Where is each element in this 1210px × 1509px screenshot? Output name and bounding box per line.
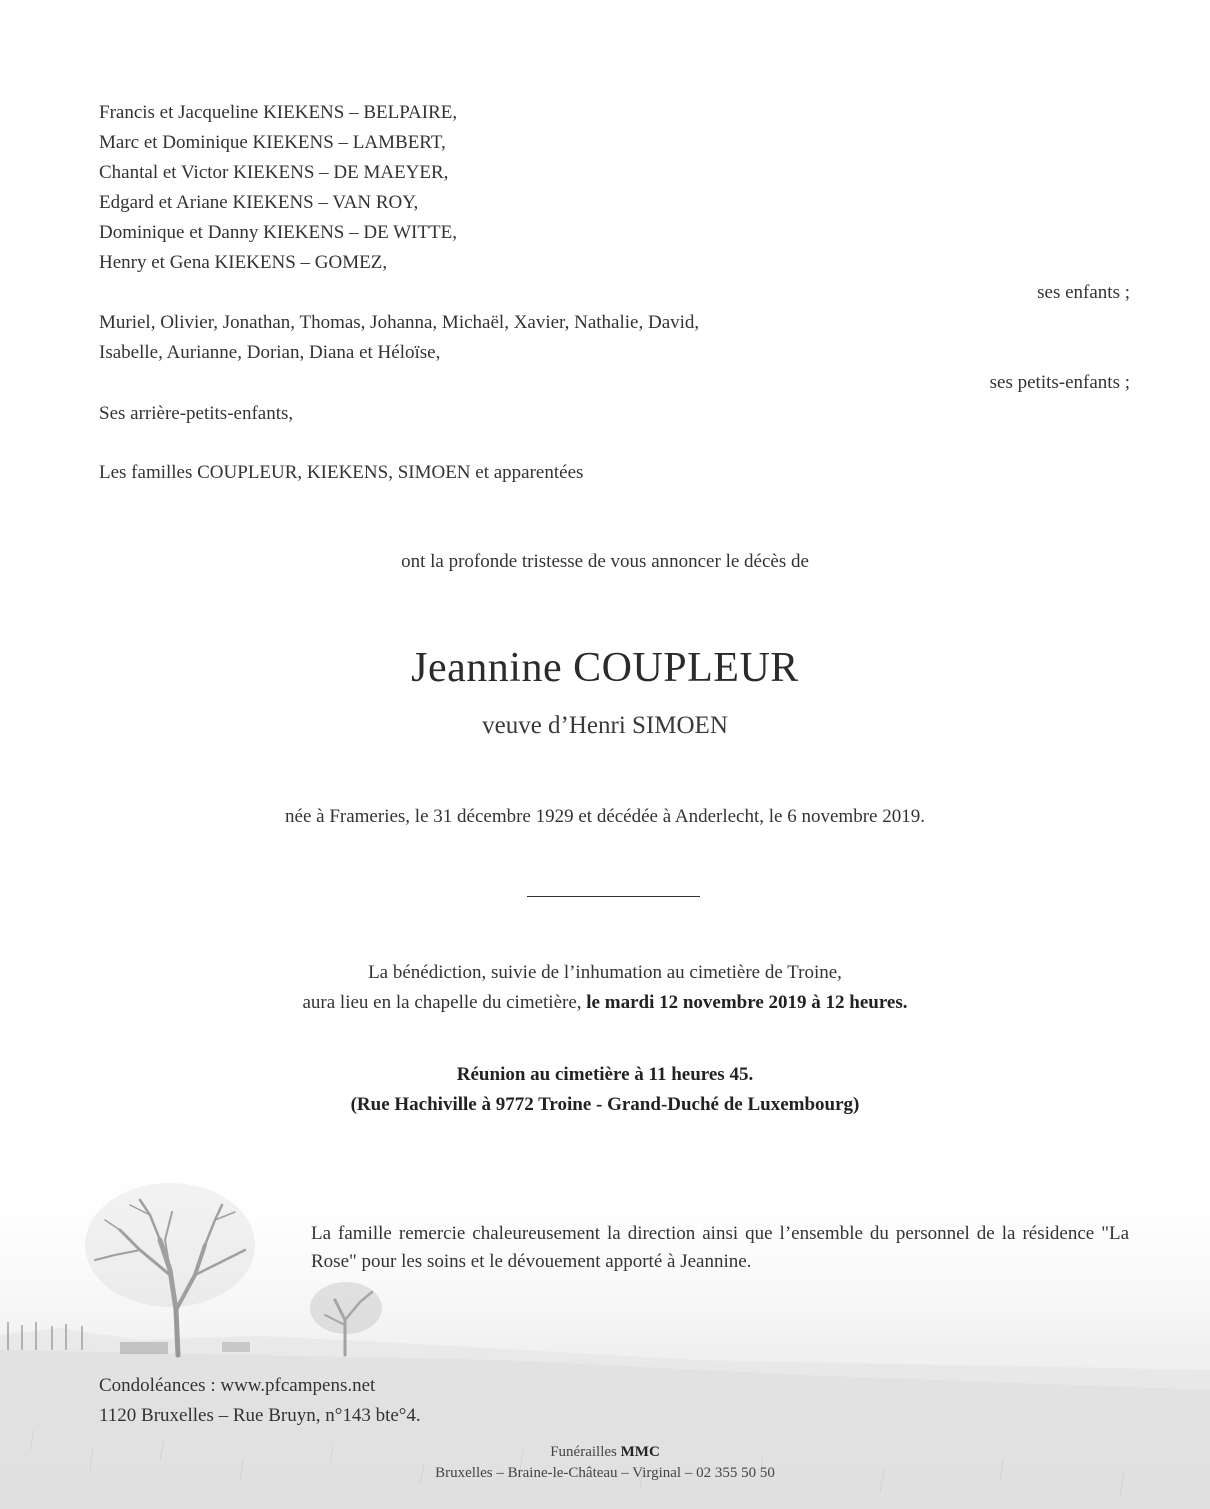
- grandchildren-line-2: Isabelle, Aurianne, Dorian, Diana et Héloïse,: [99, 342, 441, 363]
- announcement: ont la profonde tristesse de vous annoncer le décès de: [401, 551, 809, 572]
- family-child-4: Edgard et Ariane KIEKENS – VAN ROY,: [99, 192, 419, 213]
- section-divider: [527, 896, 700, 897]
- funeral-home-name: [0, 1444, 1210, 1461]
- families: Les familles COUPLEUR, KIEKENS, SIMOEN et apparentées: [99, 462, 584, 483]
- ceremony-line-2: [0, 991, 1210, 1015]
- deceased-dates: née à Frameries, le 31 décembre 1929 et décédée à Anderlecht, le 6 novembre 2019.: [285, 806, 925, 827]
- great-grandchildren: Ses arrière-petits-enfants,: [99, 403, 294, 424]
- family-child-5: Dominique et Danny KIEKENS – DE WITTE,: [99, 222, 457, 243]
- family-child-2: Marc et Dominique KIEKENS – LAMBERT,: [99, 132, 446, 153]
- grandchildren-role: ses petits-enfants ;: [989, 372, 1130, 393]
- thanks-paragraph: La famille remercie chaleureusement la direction ainsi que l’ensemble du personnel de la résidence "La Rose" pour les soins et le dévouement apporté à Jeannine.: [311, 1223, 1129, 1272]
- family-child-6: Henry et Gena KIEKENS – GOMEZ,: [99, 252, 388, 273]
- condolences-website: Condoléances : www.pfcampens.net: [99, 1375, 376, 1396]
- family-child-3: Chantal et Victor KIEKENS – DE MAEYER,: [99, 162, 449, 183]
- funeral-home-brand: MMC: [620, 1444, 660, 1460]
- ceremony-datetime: le mardi 12 novembre 2019 à 12 heures.: [586, 992, 908, 1013]
- meeting-time: Réunion au cimetière à 11 heures 45.: [456, 1064, 754, 1085]
- grandchildren-line-1: Muriel, Olivier, Jonathan, Thomas, Johanna, Michaël, Xavier, Nathalie, David,: [99, 312, 700, 333]
- family-child-1: Francis et Jacqueline KIEKENS – BELPAIRE,: [99, 102, 458, 123]
- ceremony-line-1: La bénédiction, suivie de l’inhumation au cimetière de Troine,: [368, 962, 842, 983]
- condolences-address: 1120 Bruxelles – Rue Bruyn, n°143 bte°4.: [99, 1405, 421, 1426]
- funeral-home-prefix: Funérailles: [550, 1444, 621, 1460]
- children-role: ses enfants ;: [1037, 282, 1130, 303]
- cemetery-address: (Rue Hachiville à 9772 Troine - Grand-Duché de Luxembourg): [350, 1094, 860, 1115]
- funeral-home-locations: Bruxelles – Braine-le-Château – Virginal – 02 355 50 50: [435, 1465, 775, 1481]
- ceremony-place: aura lieu en la chapelle du cimetière,: [302, 992, 587, 1013]
- deceased-widow-of: veuve d’Henri SIMOEN: [482, 712, 728, 739]
- deceased-name: Jeannine COUPLEUR: [411, 645, 799, 691]
